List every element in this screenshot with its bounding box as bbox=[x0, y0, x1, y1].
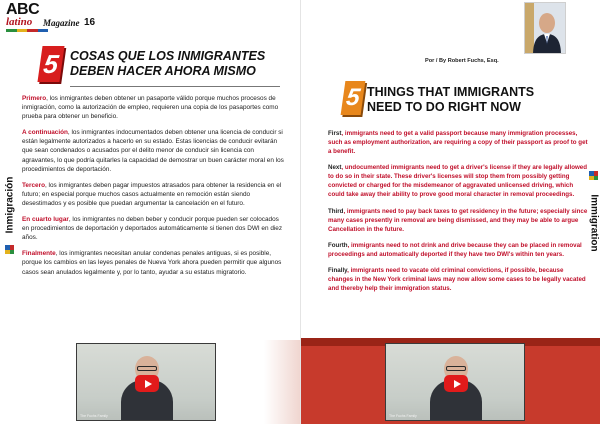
colorbar-blue bbox=[38, 29, 49, 32]
paragraph bbox=[328, 267, 590, 294]
english-page bbox=[300, 0, 600, 424]
colorbar-yellow bbox=[17, 29, 28, 32]
section-tab bbox=[3, 165, 17, 245]
english-title-text bbox=[367, 85, 567, 115]
paragraph-text: , los inmigrantes indocumentados deben obtener una licencia de conducir si están legalmente autorizados a hacerlo en su estado. Estas licencias de conducir evitarán que sean condenados o acusados por el delito menor de conducir sin licencia con agravantes, lo que podría quitarles la capacidad de demostrar un buen carácter moral en los procedimientos de deportación. bbox=[22, 129, 284, 173]
number-badge: 5 bbox=[341, 81, 366, 115]
paragraph bbox=[328, 242, 590, 260]
author-photo bbox=[524, 2, 566, 54]
spanish-title-line1: COSAS QUE LOS INMIGRANTES bbox=[70, 49, 266, 63]
english-article bbox=[328, 130, 590, 302]
paragraph-text: , los inmigrantes no deben beber y conducir porque pueden ser colocados en procedimientos de deportación y deportados automáticamente si tienen dos DWI en diez años. bbox=[22, 216, 283, 242]
paragraph-lead: Finalmente bbox=[22, 250, 56, 258]
youtube-play-icon[interactable] bbox=[444, 375, 468, 392]
magazine-logo bbox=[6, 2, 116, 32]
paragraph bbox=[328, 208, 590, 235]
color-squares-icon bbox=[589, 171, 598, 180]
paragraph-text: , los inmigrantes deben pagar impuestos atrasados para obtener la residencia en el futuro; en especial porque muchos casos actualmente en remoción están siendo desestimados y es posible que puedan argumentar la cancelación en el futuro. bbox=[22, 181, 282, 207]
video-caption: The Fuchs Family bbox=[80, 414, 108, 418]
paragraph-lead: Tercero bbox=[22, 181, 45, 189]
title-underline bbox=[70, 86, 280, 87]
english-title-line1: THINGS THAT IMMIGRANTS bbox=[367, 85, 535, 99]
paragraph-text: , los inmigrantes necesitan anular condenas penales antiguas, si es posible, porque los cambios en las leyes penales de Nueva York ahora pueden permitir que algunos casos sean anulados legalmente y, por lo tanto, ayudar a su estatus migratorio. bbox=[22, 250, 282, 276]
paragraph-lead: Primero bbox=[22, 95, 47, 102]
paragraph-lead: Fourth bbox=[328, 242, 348, 250]
spanish-title-text bbox=[70, 49, 300, 79]
paragraph-text: , immigrants need to get a valid passport because many immigration processes, such as employment authorization, are requiring a copy of their passport as proof to get a benefit. bbox=[328, 130, 588, 155]
author-portrait-icon bbox=[525, 3, 566, 54]
brand-abc: ABC bbox=[6, 1, 40, 18]
brand-magazine: Magazine bbox=[43, 18, 80, 28]
paragraph bbox=[22, 181, 284, 208]
byline: Por / By Robert Fuchs, Esq. bbox=[425, 58, 499, 64]
colorbar-green bbox=[6, 29, 17, 32]
video-caption: The Fuchs Family bbox=[389, 414, 417, 418]
paragraph-lead: En cuarto lugar bbox=[22, 216, 69, 224]
paragraph bbox=[22, 128, 284, 173]
paragraph-text: , immigrants need to pay back taxes to get residency in the future; especially since many cases presently in removal are being dismissed, and they may be able to argue Cancellation in the future. bbox=[328, 207, 588, 233]
paragraph bbox=[328, 130, 590, 157]
english-title-line2: NEED TO DO RIGHT NOW bbox=[367, 100, 521, 114]
paragraph-lead: Next bbox=[328, 164, 342, 172]
spanish-title bbox=[40, 46, 290, 82]
paragraph-text: , immigrants need to not drink and drive because they can be placed in removal proceedings and automatically deported if they have two DWI's within ten years. bbox=[328, 242, 582, 258]
section-label: Inmigración bbox=[4, 176, 15, 234]
paragraph bbox=[22, 249, 284, 276]
section-label: Immigration bbox=[589, 194, 600, 252]
video-player[interactable] bbox=[385, 343, 525, 421]
number-badge: 5 bbox=[37, 46, 64, 82]
paragraph-lead: A continuación bbox=[22, 129, 68, 137]
youtube-play-icon[interactable] bbox=[135, 375, 159, 392]
colorbar-red bbox=[27, 29, 38, 32]
section-tab bbox=[587, 183, 600, 263]
paragraph-text: , immigrants need to vacate old criminal convictions, if possible, because changes in the New York criminal laws may now allow some cases to be legally vacated and thereby help their immigration status. bbox=[328, 267, 586, 293]
spanish-article bbox=[22, 94, 284, 284]
paragraph bbox=[22, 94, 284, 121]
paragraph-text: , los inmigrantes deben obtener un pasaporte válido porque muchos procesos de inmigración, como la autorización de empleo, requieren una copia de los pasaportes como prueba para obtener un beneficio. bbox=[22, 95, 279, 121]
english-title bbox=[343, 81, 573, 119]
paragraph-lead: First bbox=[328, 130, 342, 137]
paragraph-text: , undocumented immigrants need to get a driver's license if they are legally allowed to do so in their state. These driver's licenses will stop them from possibly getting convicted or charged for the misdemeanor of aggravated unlicensed driving, which could take away their ability to prove good moral character in removal proceedings. bbox=[328, 164, 588, 199]
brand-colorbar bbox=[6, 29, 48, 32]
video-player[interactable] bbox=[76, 343, 216, 421]
paragraph-lead: Finally bbox=[328, 267, 348, 275]
spanish-title-line2: DEBEN HACER AHORA MISMO bbox=[70, 64, 256, 78]
paragraph bbox=[328, 164, 590, 200]
paragraph bbox=[22, 215, 284, 242]
page-number: 16 bbox=[84, 17, 96, 28]
color-squares-icon bbox=[5, 245, 14, 254]
paragraph-lead: Third bbox=[328, 207, 344, 215]
brand-latino: latino bbox=[6, 16, 33, 28]
